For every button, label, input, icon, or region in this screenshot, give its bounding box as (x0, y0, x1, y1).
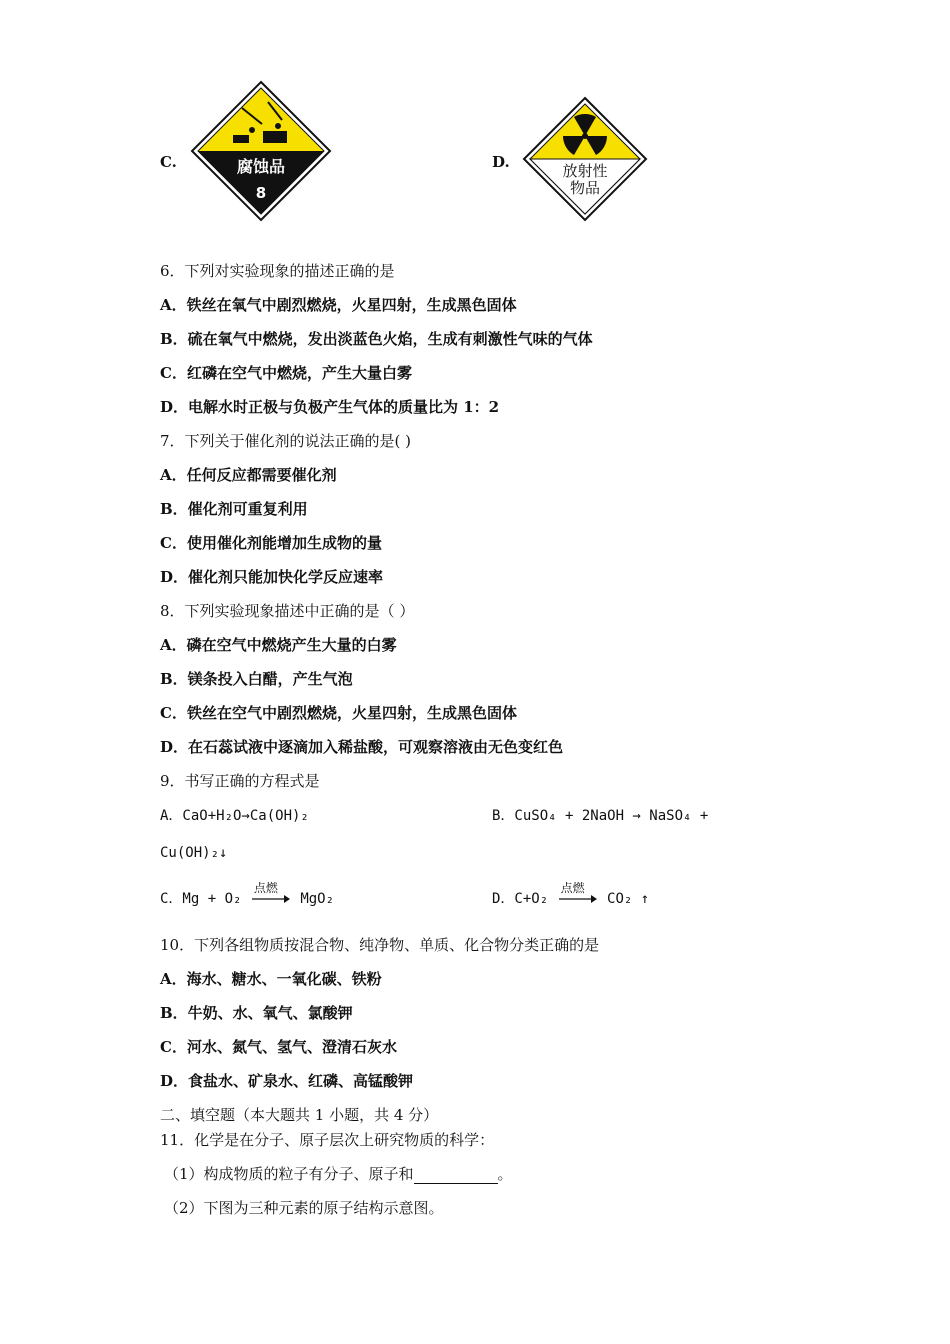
q6-stem: 6．下列对实验现象的描述正确的是 (160, 262, 395, 280)
corrosive-hazard-sign (190, 80, 332, 222)
option-c-letter: C. (160, 153, 177, 171)
q8-option-c: C．铁丝在空气中剧烈燃烧，火星四射，生成黑色固体 (160, 704, 517, 722)
q7-option-a: A．任何反应都需要催化剂 (160, 466, 337, 484)
q9-stem: 9．书写正确的方程式是 (160, 772, 320, 790)
q6-option-c: C．红磷在空气中燃烧，产生大量白雾 (160, 364, 412, 382)
q7-option-d: D．催化剂只能加快化学反应速率 (160, 568, 384, 586)
q11-part-2: （2）下图为三种元素的原子结构示意图。 (164, 1199, 444, 1217)
q6-option-b: B．硫在氧气中燃烧，发出淡蓝色火焰，生成有刺激性气味的气体 (160, 330, 593, 348)
ignite-condition-label: 点燃 (253, 881, 278, 895)
q9-option-a: A．CaO+H₂O→Ca(OH)₂ (160, 808, 309, 824)
q9-d-product: CO₂ ↑ (607, 891, 650, 907)
ignite-arrow (559, 881, 597, 906)
q9-option-d (492, 881, 650, 909)
q10-option-b: B．牛奶、水、氧气、氯酸钾 (160, 1004, 353, 1022)
q9-c-product: MgO₂ (300, 891, 335, 907)
q7-option-b: B．催化剂可重复利用 (160, 500, 308, 518)
q8-option-d: D．在石蕊试液中逐滴加入稀盐酸，可观察溶液由无色变红色 (160, 738, 564, 756)
q9-option-c (160, 881, 335, 909)
q7-option-c: C．使用催化剂能增加生成物的量 (160, 534, 382, 552)
radioactive-label: 放射性 (562, 162, 608, 180)
corrosive-class-number: 8 (255, 184, 267, 202)
ignite-condition-label: 点燃 (560, 881, 585, 895)
section-2-title: 二、填空题（本大题共 1 小题，共 4 分） (160, 1106, 439, 1124)
q9-option-b-continued: Cu(OH)₂↓ (160, 845, 228, 861)
radioactive-hazard-sign (522, 96, 648, 222)
q11-part-1-text: （1）构成物质的粒子有分子、原子和 (164, 1165, 414, 1183)
q9-option-b: B．CuSO₄ + 2NaOH → NaSO₄ + (492, 808, 709, 824)
q10-stem: 10．下列各组物质按混合物、纯净物、单质、化合物分类正确的是 (160, 936, 600, 954)
q6-option-a: A．铁丝在氧气中剧烈燃烧，火星四射，生成黑色固体 (160, 296, 517, 314)
q10-option-c: C．河水、氮气、氢气、澄清石灰水 (160, 1038, 397, 1056)
q9-d-reactants: D．C+O₂ (492, 891, 549, 907)
corrosive-label: 腐蚀品 (236, 157, 286, 176)
q11-stem: 11．化学是在分子、原子层次上研究物质的科学： (160, 1131, 495, 1149)
q11-answer-blank[interactable] (414, 1167, 498, 1184)
radioactive-label-2: 物品 (569, 179, 601, 197)
q8-option-b: B．镁条投入白醋，产生气泡 (160, 670, 353, 688)
q7-stem: 7．下列关于催化剂的说法正确的是( ) (160, 432, 412, 450)
q11-part-1 (164, 1164, 513, 1184)
q8-stem: 8．下列实验现象描述中正确的是（ ） (160, 602, 415, 620)
q9-c-reactants: C．Mg + O₂ (160, 891, 242, 907)
q10-option-d: D．食盐水、矿泉水、红磷、高锰酸钾 (160, 1072, 414, 1090)
q10-option-a: A．海水、糖水、一氧化碳、铁粉 (160, 970, 382, 988)
q11-part-1-end: 。 (497, 1165, 513, 1183)
q8-option-a: A．磷在空气中燃烧产生大量的白雾 (160, 636, 397, 654)
ignite-arrow (252, 881, 290, 906)
option-d-letter: D. (492, 153, 510, 171)
q6-option-d: D．电解水时正极与负极产生气体的质量比为 1：2 (160, 398, 500, 416)
